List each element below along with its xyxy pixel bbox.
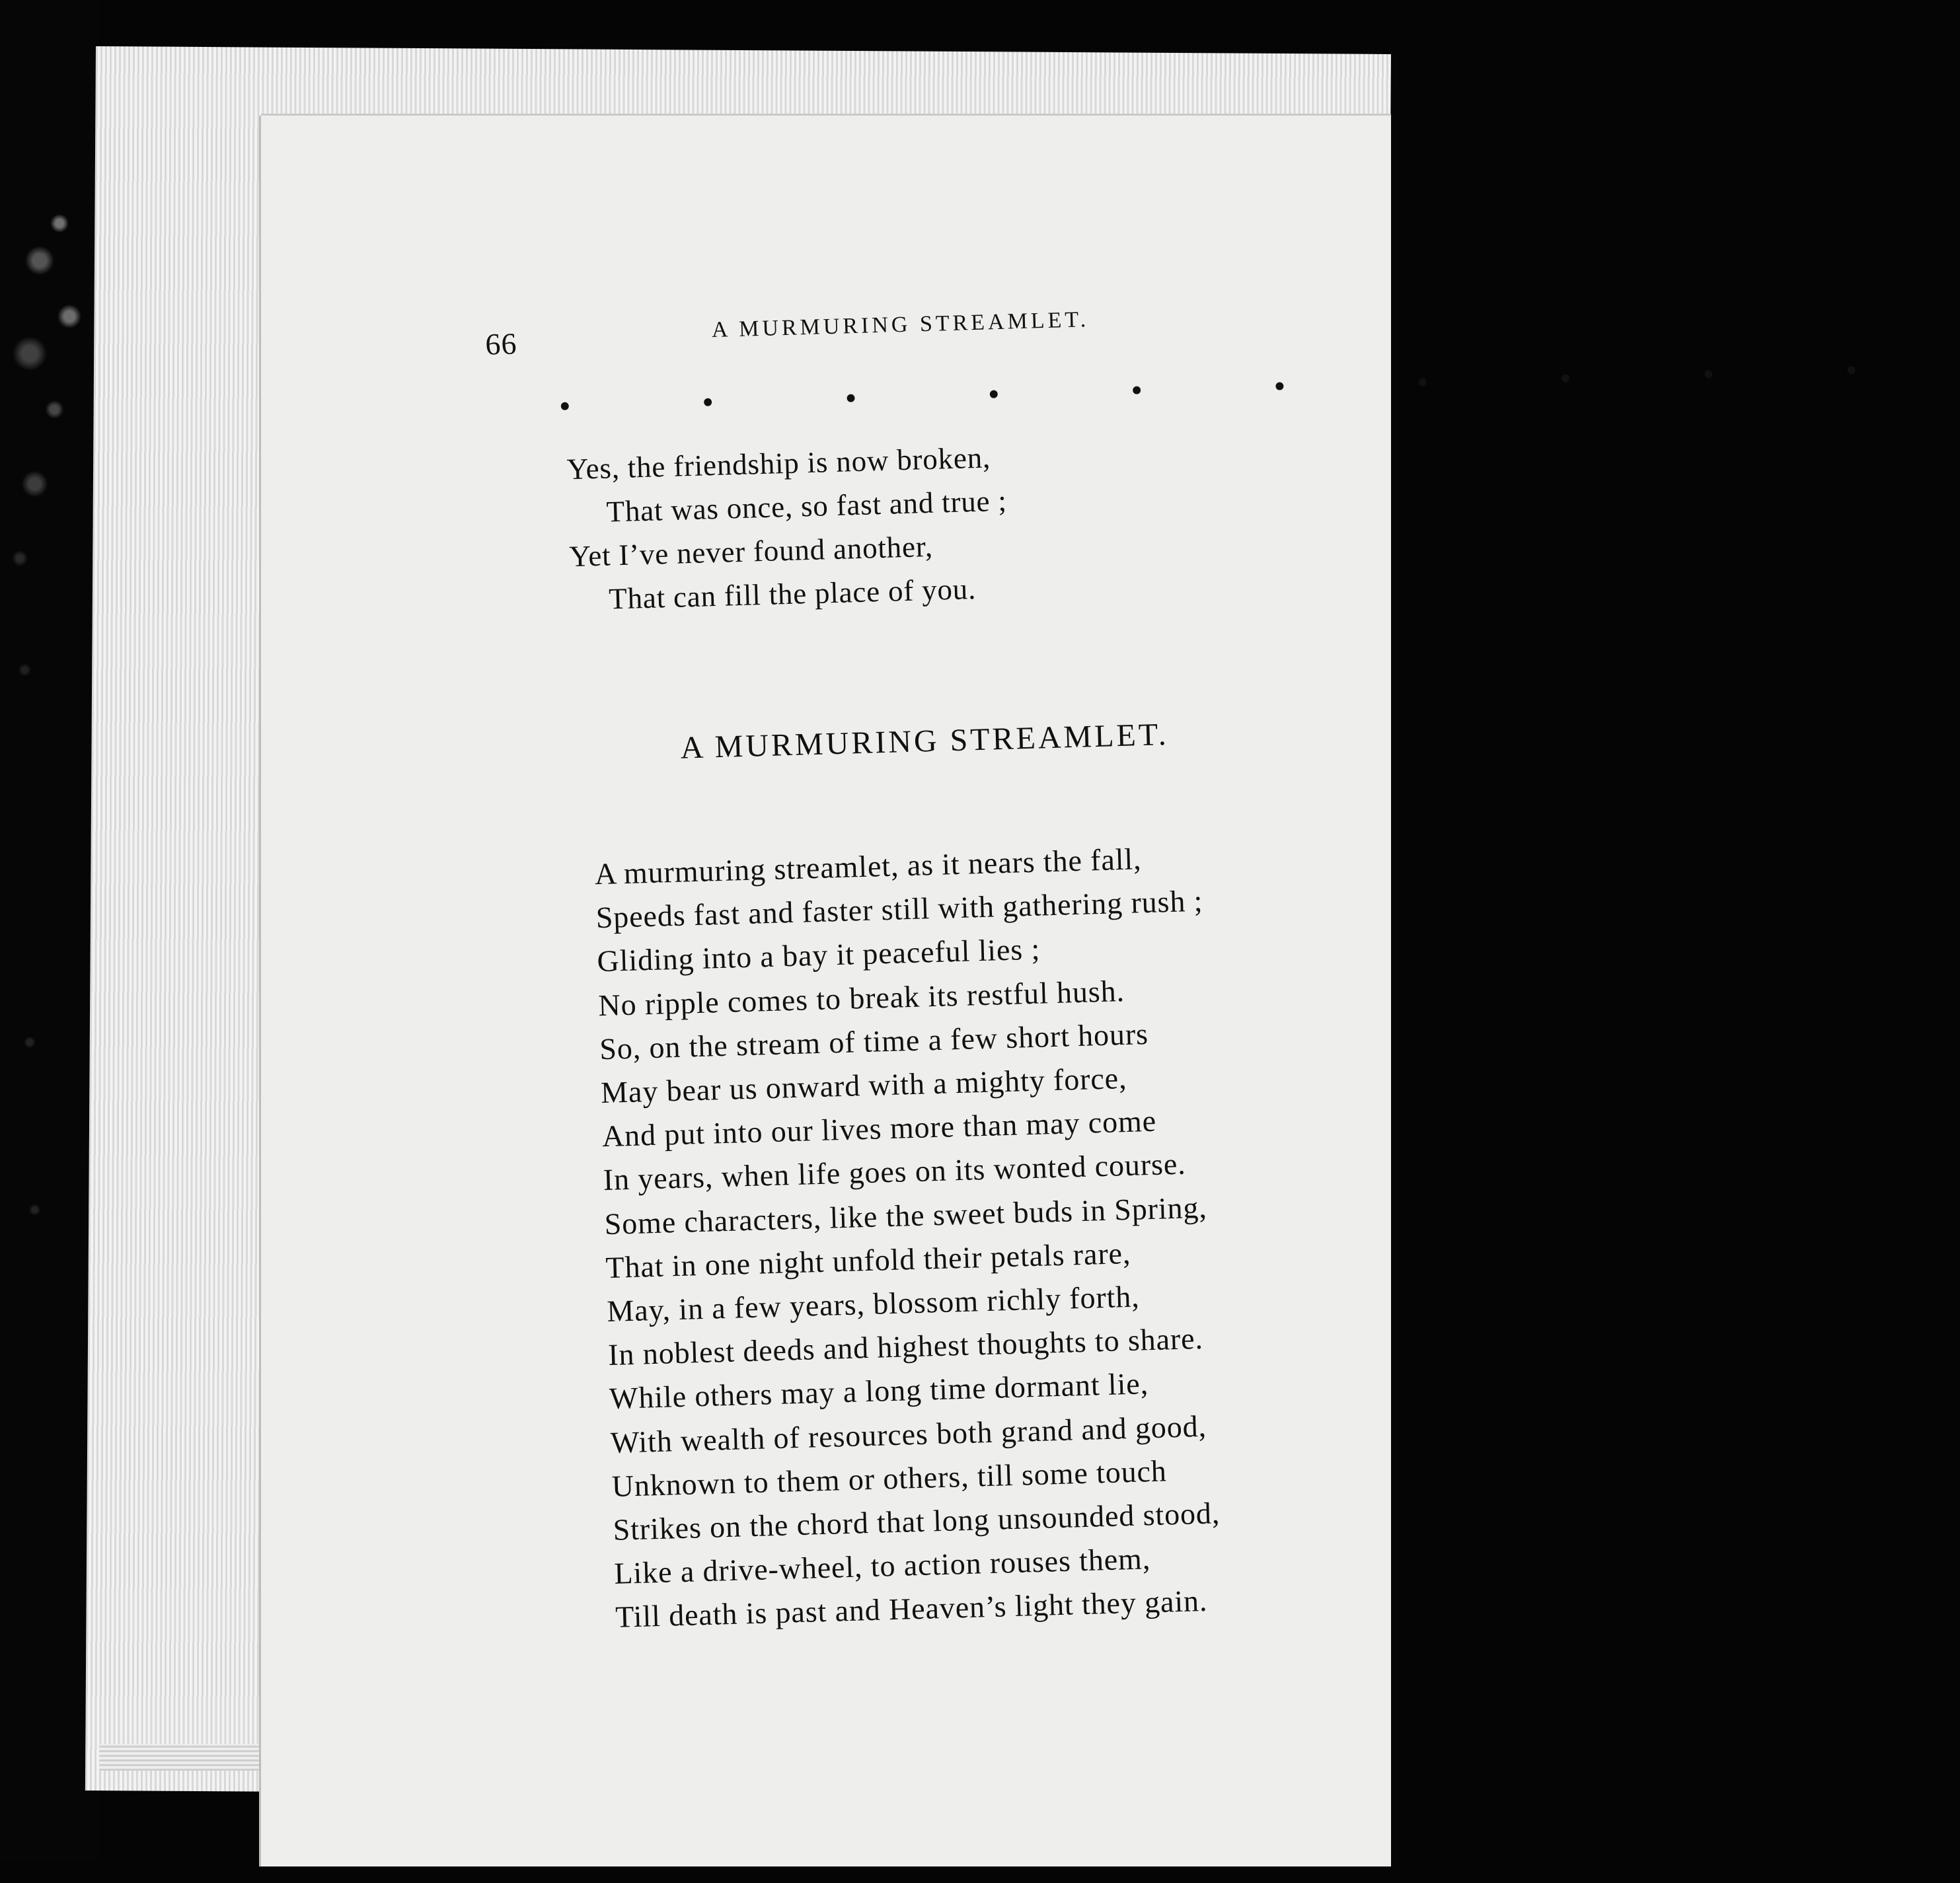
poem-line: Unknown to them or others, till some touch	[611, 1454, 1168, 1503]
poem-body	[594, 836, 1223, 1640]
poem-line: In noblest deeds and highest thoughts to share.	[607, 1321, 1204, 1372]
poem-line: In years, when life goes on its wonted course.	[603, 1146, 1187, 1197]
poem-line: So, on the stream of time a few short hours	[599, 1016, 1149, 1066]
poem-title: A MURMURING STREAMLET.	[679, 716, 1170, 766]
stanza-line: Yes, the friendship is now broken,	[566, 441, 991, 486]
poem-line: Like a drive-wheel, to action rouses them,	[613, 1541, 1151, 1591]
poem-line: A murmuring streamlet, as it nears the fall,	[594, 842, 1143, 891]
poem-line: Some characters, like the sweet buds in Spring,	[604, 1190, 1208, 1241]
stanza-line: That was once, so fast and true ;	[605, 484, 1008, 529]
running-head: A MURMURING STREAMLET.	[711, 307, 1090, 343]
poem-line: That in one night unfold their petals rare,	[605, 1236, 1131, 1284]
poem-line: And put into our lives more than may come	[601, 1103, 1157, 1154]
poem-line: May bear us onward with a mighty force,	[600, 1060, 1128, 1110]
poem-line: Strikes on the chord that long unsounded stood,	[612, 1496, 1221, 1547]
poem-line: Speeds fast and faster still with gathering rush ;	[595, 883, 1203, 935]
poem-line: Till death is past and Heaven’s light they gain.	[615, 1584, 1208, 1635]
ellipsis-dots: • • • • • • • • • •	[559, 352, 1920, 423]
poem-line: May, in a few years, blossom richly forth,	[606, 1279, 1141, 1329]
page-number: 66	[484, 326, 518, 361]
poem-line: Gliding into a bay it peaceful lies ;	[596, 932, 1041, 978]
poem-line: No ripple comes to break its restful hush.	[597, 973, 1125, 1022]
poem-line: While others may a long time dormant lie,	[609, 1366, 1149, 1416]
stanza-line: That can fill the place of you.	[608, 572, 977, 616]
stanza-line: Yet I’ve never found another,	[568, 529, 934, 573]
poem-line: With wealth of resources both grand and good,	[610, 1409, 1207, 1459]
previous-poem-stanza	[566, 435, 1010, 622]
